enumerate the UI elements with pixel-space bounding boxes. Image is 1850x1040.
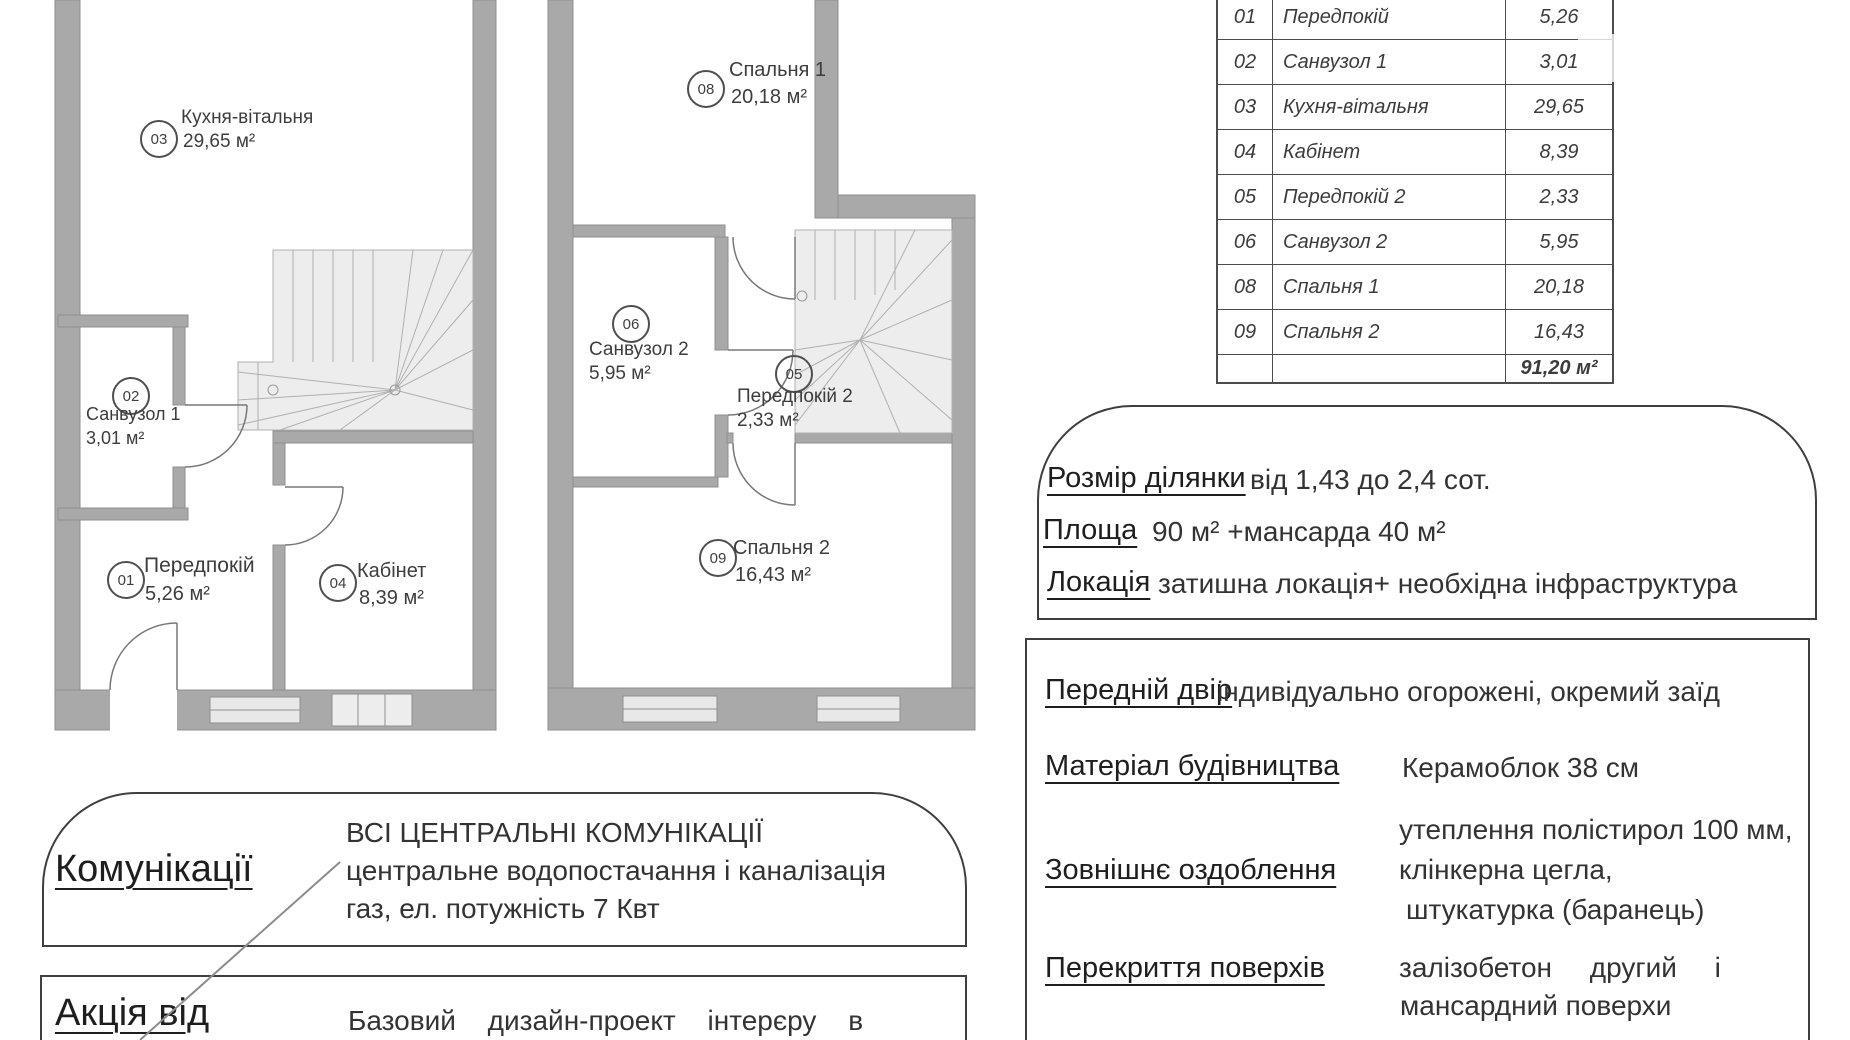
room-number-badge [107,561,145,599]
room-area: 16,43 м² [735,564,812,586]
cell-name: Спальня 1 [1273,265,1506,309]
watermark-line [100,840,380,1040]
cell-name: Передпокій [1273,0,1506,39]
wall [58,315,188,327]
wall [548,688,975,730]
room-area: 5,26 м² [145,583,210,605]
wall [838,195,975,218]
communications-lines [346,814,886,928]
cell-num: 04 [1218,130,1273,174]
area-table [1216,0,1614,384]
cell-num: 03 [1218,85,1273,129]
cell-name: Санвузол 2 [1273,220,1506,264]
room-number: 09 [709,549,727,567]
room-number: 04 [329,574,347,592]
exterior-label: Зовнішнє оздоблення [1045,854,1337,886]
table-total-row [1218,355,1612,382]
room-label: Передпокій [144,554,255,577]
room-label: Передпокій 2 [737,386,853,407]
communications-line1: ВСІ ЦЕНТРАЛЬНІ КОМУНІКАЦІЇ [346,817,764,848]
room-number-badge [319,564,357,602]
wall [58,508,188,520]
wall [548,0,573,730]
room-number: 08 [697,80,715,98]
cell-area: 5,95 [1539,230,1579,253]
front-yard-value: індивідуально огорожені, окремий заїд [1217,676,1721,707]
wall [273,545,285,690]
communications-line2: центральне водопостачання і каналізація [346,855,886,886]
cell-area: 5,26 [1539,5,1579,28]
table-row [1218,310,1612,355]
room-number: 05 [785,365,803,383]
room-area: 8,39 м² [359,587,424,609]
cell-num: 09 [1218,310,1273,354]
table-row [1218,40,1612,85]
room-label: Кабінет [357,560,427,582]
room-number-badge [140,120,178,158]
cell-num: 06 [1218,220,1273,264]
cell-area: 20,18 [1533,275,1585,298]
wall [727,433,733,443]
wall [573,225,725,237]
communications-label: Комунікації [55,848,253,890]
slabs-value-line2: мансардний поверхи [1400,990,1672,1021]
door-opening [110,688,177,732]
slabs-value-line1: залізобетон другий і [1399,952,1721,983]
cell-num: 08 [1218,265,1273,309]
room-label: Спальня 1 [729,59,827,81]
room-label: Санвузол 2 [589,339,689,360]
room-area: 29,65 м² [183,131,256,152]
room-label: Спальня 2 [733,537,831,559]
staircase [238,250,473,430]
cell-area: 3,01 [1539,50,1579,73]
cell-area: 29,65 [1533,95,1585,118]
plot-size-label: Розмір ділянки [1047,462,1246,494]
cell-name [1273,355,1506,382]
plot-size-value: від 1,43 до 2,4 сот. [1250,464,1491,495]
cell-area: 8,39 [1539,140,1579,163]
room-number-badge [687,70,725,108]
room-number-badge [699,539,737,577]
cell-area: 16,43 [1533,320,1585,343]
wall [952,195,975,730]
room-area: 5,95 м² [589,363,651,384]
table-row [1218,130,1612,175]
cell-area: 2,33 [1539,185,1579,208]
cell-total-area: 91,20 м² [1520,357,1598,379]
table-row [1218,220,1612,265]
wall [173,467,185,508]
table-row [1218,85,1612,130]
table-row [1218,175,1612,220]
exterior-value-line2: клінкерна цегла, [1399,854,1613,885]
slabs-label: Перекриття поверхів [1045,952,1325,984]
wall [573,477,718,487]
location-value: затишна локація+ необхідна інфраструктура [1158,568,1738,599]
communications-line3: газ, ел. потужність 7 Квт [346,893,660,924]
wall [473,0,496,730]
table-row [1218,265,1612,310]
front-yard-label: Передній двір [1045,674,1233,706]
material-label: Матеріал будівництва [1045,750,1340,782]
room-label: Кухня-вітальня [181,107,314,128]
material-value: Керамоблок 38 см [1402,752,1640,783]
wall [715,237,728,350]
wall [55,0,80,730]
wall [273,431,473,443]
room-label: Санвузол 1 [86,404,181,424]
cell-name: Спальня 2 [1273,310,1506,354]
wall [715,415,728,477]
cell-num: 02 [1218,40,1273,84]
room-area: 20,18 м² [731,86,808,108]
room-number-badge [612,305,650,343]
cell-num: 01 [1218,0,1273,39]
wall [173,327,185,405]
room-number: 03 [150,130,168,148]
room-number: 02 [122,387,140,405]
room-number: 01 [117,571,135,589]
location-label: Локація [1047,566,1151,598]
door-arc [110,405,343,690]
exterior-value-line1: утеплення полістирол 100 мм, [1399,814,1793,845]
promo-value: Базовий дизайн-проект інтерєру в [348,1005,864,1036]
exterior-value-line3: штукатурка (баранець) [1406,894,1705,925]
wall [795,433,952,443]
area-value: 90 м² +мансарда 40 м² [1152,516,1446,547]
watermark-patch [1578,34,1616,82]
construction-info-box [1025,638,1810,1040]
cell-name: Санвузол 1 [1273,40,1506,84]
wall [273,443,285,485]
promo-label: Акція від [55,992,210,1034]
table-row [1218,0,1612,40]
cell-name: Кабінет [1273,130,1506,174]
cell-num: 05 [1218,175,1273,219]
cell-name: Кухня-вітальня [1273,85,1506,129]
cell-name: Передпокій 2 [1273,175,1506,219]
room-number: 06 [622,315,640,333]
cell-num [1218,355,1273,382]
wall [815,0,838,218]
room-area: 3,01 м² [86,428,145,448]
area-label: Площа [1043,514,1138,546]
room-area: 2,33 м² [737,410,799,431]
